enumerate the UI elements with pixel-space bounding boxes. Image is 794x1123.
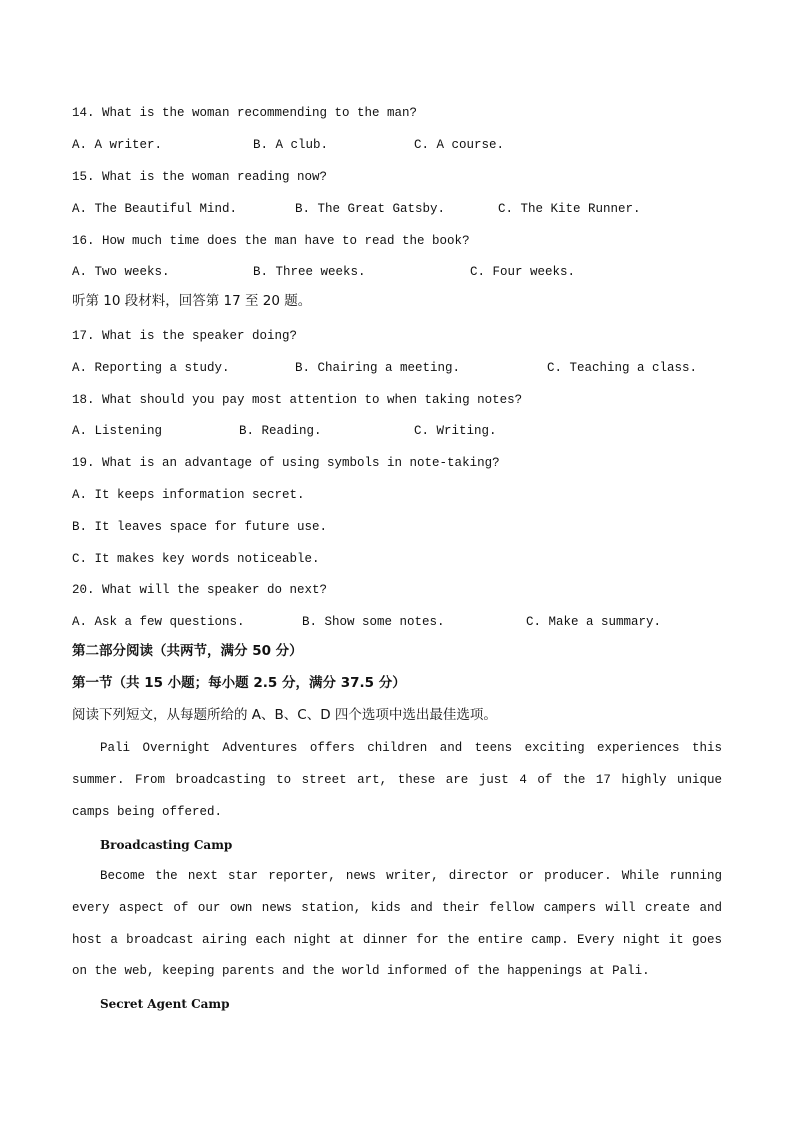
- question-19-stem: 19. What is an advantage of using symbols in note-taking?: [72, 456, 500, 470]
- passage-intro-paragraph: [72, 733, 722, 828]
- camp-heading-secret-agent: Secret Agent Camp: [100, 997, 230, 1011]
- question-20-option-b: B. Show some notes.: [302, 615, 445, 629]
- question-18-option-a: A. Listening: [72, 424, 163, 438]
- question-19-option-c: C. It makes key words noticeable.: [72, 552, 320, 566]
- question-20-option-a: A. Ask a few questions.: [72, 615, 245, 629]
- question-17-option-a: A. Reporting a study.: [72, 361, 230, 375]
- question-16-option-c: C. Four weeks.: [470, 265, 576, 279]
- question-14-option-c: C. A course.: [414, 138, 505, 152]
- question-16-option-a: A. Two weeks.: [72, 265, 170, 279]
- question-16-stem: 16. How much time does the man have to read the book?: [72, 234, 470, 248]
- camp-heading-broadcasting: Broadcasting Camp: [100, 838, 233, 852]
- question-17-stem: 17. What is the speaker doing?: [72, 329, 298, 343]
- question-15-stem: 15. What is the woman reading now?: [72, 170, 328, 184]
- question-15-option-a: A. The Beautiful Mind.: [72, 202, 238, 216]
- listening-section-note: 听第 10 段材料，回答第 17 至 20 题。: [72, 293, 312, 309]
- question-18-option-b: B. Reading.: [239, 424, 322, 438]
- question-17-option-c: C. Teaching a class.: [547, 361, 698, 375]
- part-two-title: 第二部分阅读（共两节，满分 50 分）: [72, 643, 303, 659]
- reading-instruction: 阅读下列短文，从每题所给的 A、B、C、D 四个选项中选出最佳选项。: [72, 707, 497, 723]
- question-18-option-c: C. Writing.: [414, 424, 497, 438]
- question-14-stem: 14. What is the woman recommending to the man?: [72, 106, 418, 120]
- camp-broadcasting-text: Become the next star reporter, news writer, director or producer. While running every aspect of our own news station, kids and their fellow campers will create and host a broadcast airing each night at dinner for the entire camp. Every night it goes on the web, keeping parents and the world informed of the happenings at Pali.: [72, 869, 722, 979]
- question-16-option-b: B. Three weeks.: [253, 265, 366, 279]
- question-17-option-b: B. Chairing a meeting.: [295, 361, 461, 375]
- question-14-option-b: B. A club.: [253, 138, 329, 152]
- question-19-option-a: A. It keeps information secret.: [72, 488, 305, 502]
- passage-intro-text: Pali Overnight Adventures offers children and teens exciting experiences this summer. From broadcasting to street art, these are just 4 of the 17 highly unique camps being offered.: [72, 741, 722, 819]
- question-18-stem: 18. What should you pay most attention to when taking notes?: [72, 393, 523, 407]
- question-20-option-c: C. Make a summary.: [526, 615, 662, 629]
- question-20-stem: 20. What will the speaker do next?: [72, 583, 328, 597]
- question-19-option-b: B. It leaves space for future use.: [72, 520, 328, 534]
- question-15-option-b: B. The Great Gatsby.: [295, 202, 446, 216]
- camp-broadcasting-paragraph: [72, 861, 722, 988]
- question-14-option-a: A. A writer.: [72, 138, 163, 152]
- question-15-option-c: C. The Kite Runner.: [498, 202, 641, 216]
- section-one-title: 第一节（共 15 小题；每小题 2.5 分，满分 37.5 分）: [72, 675, 406, 691]
